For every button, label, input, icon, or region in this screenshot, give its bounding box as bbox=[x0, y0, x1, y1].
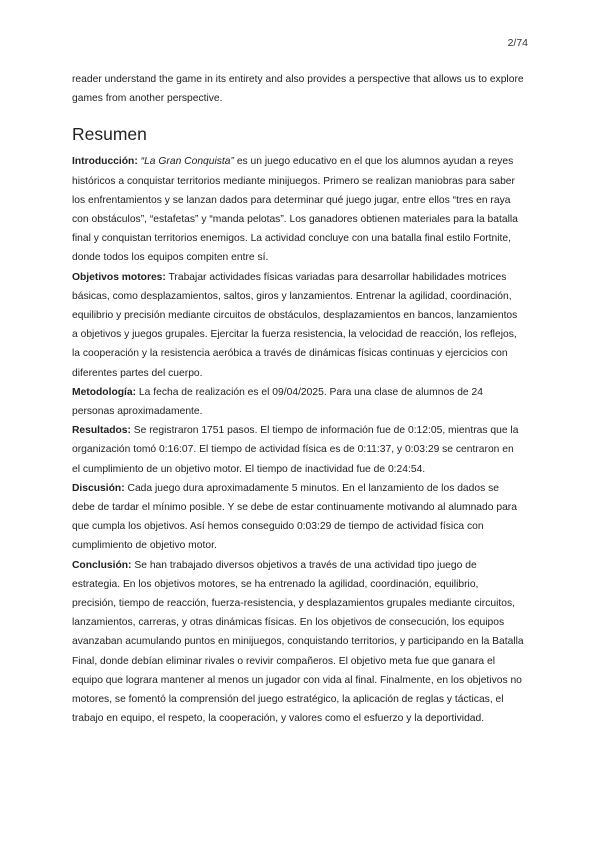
resultados-paragraph bbox=[72, 421, 524, 479]
game-title-quote: “La Gran Conquista” bbox=[140, 156, 234, 168]
introduccion-label: Introducción: bbox=[72, 156, 138, 168]
discusion-text: Cada juego dura aproximadamente 5 minutos. En el lanzamiento de los dados se debe de tardar el mínimo posible. Y se debe de estar continuamente motivando al alumnado para que cumpla los objetivos. Así hemos conseguido 0:03:29 de tiempo de actividad física con cumplimiento de objetivo motor. bbox=[72, 482, 517, 552]
conclusion-text: Se han trabajado diversos objetivos a través de una actividad tipo juego de estrategia. En los objetivos motores, se ha entrenado la agilidad, coordinación, equilibrio, precisión, tiempo de reacción, fuerza-resistencia, y desplazamientos grupales mediante circuitos, lanzamientos, carreras, y otras dinámicas físicas. En los objetivos de consecución, los equipos avanzaban acumulando puntos en minijuegos, conquistando territorios, y participando en la Batalla Final, donde debían eliminar rivales o revivir compañeros. El objetivo meta fue que ganara el equipo que lograra mantener al menos un jugador con vida al final. Finalmente, en los objetivos no motores, se fomentó la comprensión del juego estratégico, la aplicación de reglas y tácticas, el trabajo en equipo, el respeto, la cooperación, y valores como el esfuerzo y la deportividad. bbox=[72, 559, 524, 725]
discusion-paragraph bbox=[72, 479, 524, 556]
metodologia-label: Metodología: bbox=[72, 386, 137, 398]
discusion-label: Discusión: bbox=[72, 482, 125, 494]
conclusion-paragraph bbox=[72, 556, 524, 729]
introduccion-text: es un juego educativo en el que los alumnos ayudan a reyes históricos a conquistar territorios mediante minijuegos. Primero se realizan maniobras para saber los enfrentamientos y se lanzan dados para determinar qué juego jugar, entre ellos “tres en raya con obstáculos”, “estafetas” y “manda pelotas”. Los ganadores obtienen materiales para la batalla final y conquistan territorios enemigos. La actividad concluye con una batalla final estilo Fortnite, donde todos los equipos compiten entre sí. bbox=[72, 156, 518, 264]
metodologia-text: La fecha de realización es el 09/04/2025. Para una clase de alumnos de 24 personas aproximadamente. bbox=[72, 386, 483, 418]
objetivos-paragraph bbox=[72, 268, 524, 383]
objetivos-label: Objetivos motores: bbox=[72, 271, 166, 283]
metodologia-paragraph bbox=[72, 383, 524, 421]
introduccion-paragraph bbox=[72, 152, 524, 267]
page-number: 2/74 bbox=[507, 37, 528, 49]
conclusion-label: Conclusión: bbox=[72, 559, 132, 571]
resultados-text: Se registraron 1751 pasos. El tiempo de información fue de 0:12:05, mientras que la organización tomó 0:16:07. El tiempo de actividad física es de 0:11:37, y 0:03:29 se centraron en el cumplimiento de un objetivo motor. El tiempo de inactividad fue de 0:24:54. bbox=[72, 425, 519, 475]
section-title: Resumen bbox=[72, 124, 147, 145]
resultados-label: Resultados: bbox=[72, 425, 131, 437]
intro-paragraph: reader understand the game in its entirety and also provides a perspective that allows us to explore games from another perspective. bbox=[72, 74, 524, 105]
objetivos-text: Trabajar actividades físicas variadas para desarrollar habilidades motrices básicas, como desplazamientos, saltos, giros y lanzamientos. Entrenar la agilidad, coordinación, equilibrio y precisión mediante circuitos de obstáculos, desplazamientos en bancos, lanzamientos a objetivos y juegos grupales. Ejercitar la fuerza resistencia, la velocidad de reacción, los reflejos, la cooperación y la resistencia aeróbica a través de dinámicas físicas continuas y ejercicios con diferentes partes del cuerpo. bbox=[72, 271, 518, 379]
page-content bbox=[72, 70, 524, 729]
